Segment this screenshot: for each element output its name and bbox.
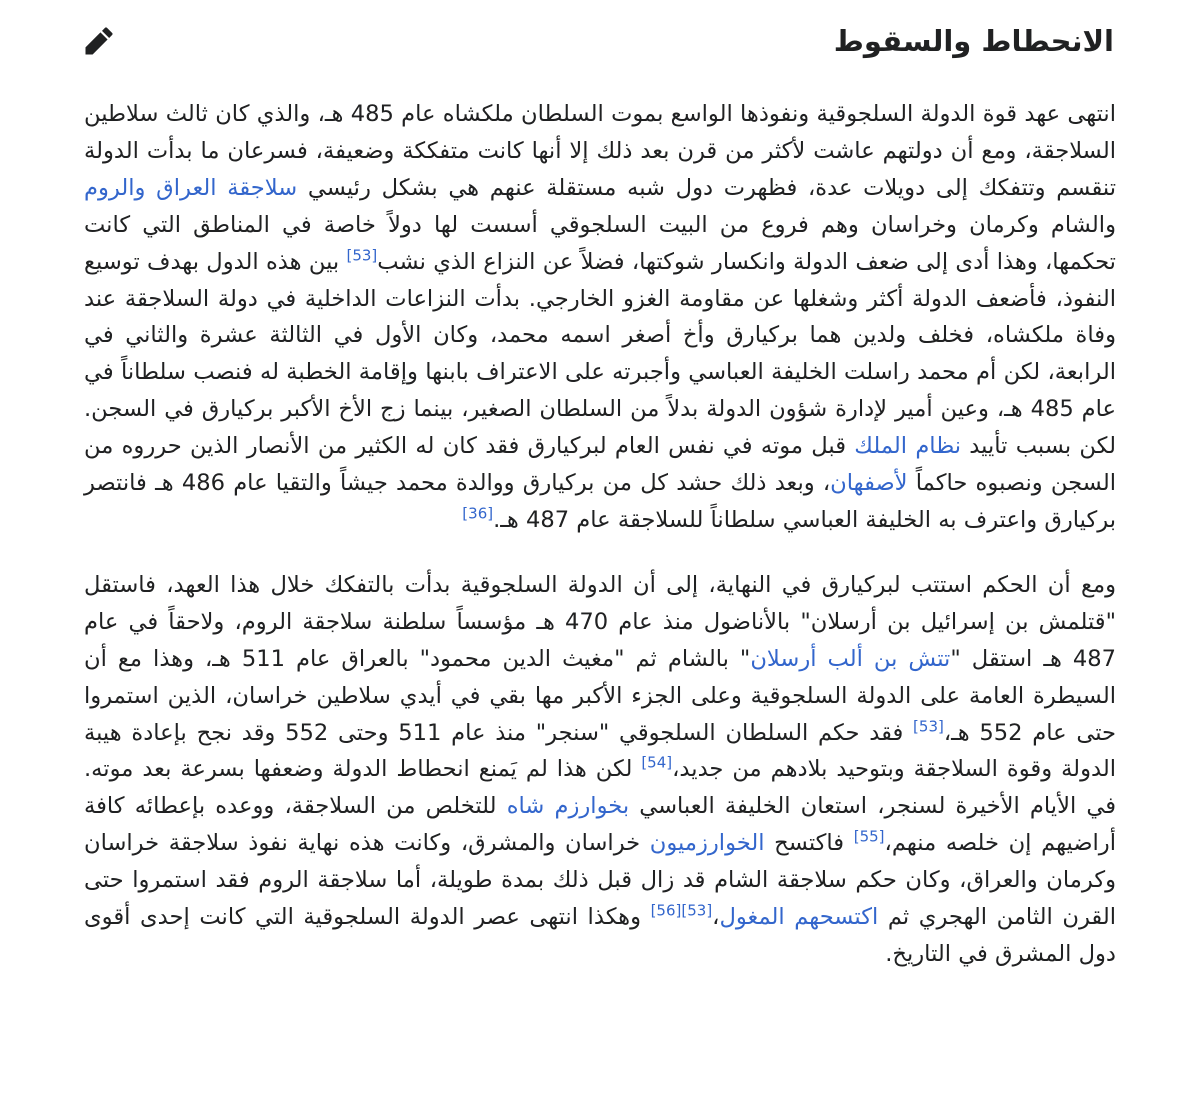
paragraph-text: ومع أن الحكم استتب لبركيارق في النهاية، إلى أن الدولة السلجوقية بدأت بالتفكك خلال هذا العهد، فاستقل "قتلمش بن إسرائيل بن أرسلان" بالأناضول منذ عام 470 هـ مؤسساً سلطنة سلاجقة الروم، ولاحقاً في عام 487 هـ استقل " (84, 571, 1117, 672)
section-body (84, 82, 1116, 973)
paragraph-text: فقد حكم السلطان السلجوقي "سنجر" منذ عام 511 وحتى 552 وقد نجح بإعادة هيبة الدولة وقوة السلاجقة وبتوحيد بلادهم من جديد، (84, 719, 1117, 783)
citation-link[interactable]: [53] (913, 716, 944, 735)
citation-ref (346, 246, 377, 264)
article-link[interactable]: تتش بن ألب أرسلان (750, 645, 951, 672)
citation-link[interactable]: [53] (681, 901, 713, 920)
article-link[interactable]: الخوارزميون (649, 830, 765, 857)
citation-link[interactable]: [55] (853, 827, 885, 846)
citation-link[interactable]: [54] (641, 753, 673, 772)
article-link[interactable]: اكتسحهم المغول (719, 904, 879, 931)
paragraph-text: فاكتسح (764, 830, 854, 857)
paragraph-text: وهكذا انتهى عصر الدولة السلجوقية التي كانت إحدى أقوى دول المشرق في التاريخ. (84, 904, 1116, 967)
article-link[interactable]: لأصفهان (830, 470, 908, 497)
paragraph-text: " بالشام ثم "مغيث الدين محمود" بالعراق عام 511 هـ، وهذا مع أن السيطرة العامة على الدولة السلجوقية وعلى الجزء الأكبر مها بقي في أيدي سلاطين خراسان، الذين استمروا حتى عام 552 هـ، (84, 645, 1116, 746)
paragraph-text (145, 175, 156, 201)
paragraph-text: ، (712, 904, 720, 931)
citation-ref (462, 504, 493, 522)
paragraph-text: بين هذه الدول بهدف توسيع النفوذ، فأضعف الدولة أكثر وشغلها عن مقاومة الغزو الخارجي. بدأت النزاعات الداخلية في دولة السلاجقة عند وفاة ملكشاه، فخلف ولدين هما بركيارق وأخ أصغر اسمه محمد، وكان الأول في الثالثة عشرة والثاني في الرابعة، لكن أم محمد راسلت الخليفة العباسي وأجبرته على الاعتراف بابنها وإقامة الخطبة له فنصب سلطاناً في عام 485 هـ، وعين أمير لإدارة شؤون الدولة بدلاً من السلطان الصغير، بينما زج الأخ الأكبر بركيارق في السجن. لكن بسبب تأييد (84, 248, 1116, 460)
article-link[interactable]: بخوارزم شاه (506, 793, 630, 820)
paragraph-text: ، وبعد ذلك حشد كل من بركيارق ووالدة محمد جيشاً والتقيا عام 486 هـ فانتصر بركيارق واعترف به الخليفة العباسي سلطاناً للسلاجقة عام 487 هـ. (84, 470, 1116, 533)
citation-ref (651, 902, 682, 920)
article-link[interactable]: سلاجقة العراق (156, 174, 298, 201)
citation-ref (641, 754, 672, 772)
paragraph-text: للتخلص من السلاجقة، ووعده بإعطائه كافة أراضيهم إن خلصه منهم، (84, 793, 1116, 857)
paragraph-text: قبل موته في نفس العام لبركيارق فقد كان له الكثير من الأنصار الذين حرروه من السجن ونصبوه حاكماً (84, 433, 1117, 497)
paragraph-text: خراسان والمشرق، وكانت هذه نهاية نفوذ سلاجقة خراسان وكرمان والعراق، وكان حكم سلاجقة الشام قد زال قبل ذلك بمدة طويلة، أما سلاجقة الروم فقد استمروا حتى القرن الثامن الهجري ثم (84, 830, 1117, 931)
paragraph-text: انتهى عهد قوة الدولة السلجوقية ونفوذها الواسع بموت السلطان ملكشاه عام 485 هـ، والذي كان ثالث سلاطين السلاجقة، ومع أن دولتهم عاشت لأكثر من قرن بعد ذلك إلا أنها كانت متفككة وضعيفة، فسرعان ما بدأت الدولة تنقسم وتتفكك إلى دويلات عدة، فظهرت دول شبه مستقلة عنهم هي بشكل رئيسي (84, 101, 1116, 201)
pencil-icon (84, 26, 114, 56)
citation-ref (681, 902, 712, 920)
paragraph (84, 96, 1116, 539)
citation-ref (854, 828, 885, 846)
paragraph (84, 567, 1116, 973)
article-link[interactable]: والروم (84, 174, 146, 201)
citation-link[interactable]: [56] (650, 901, 682, 920)
section-heading-row (84, 0, 1116, 82)
paragraph-text: لكن هذا لم يَمنع انحطاط الدولة وضعفها بسرعة بعد موته. في الأيام الأخيرة لسنجر، استعان الخليفة العباسي (84, 756, 1117, 820)
paragraph-text: والشام وكرمان وخراسان وهم فروع من البيت السلجوقي أسست لها دولاً خاصة في المناطق التي كانت تحكمها، وهذا أدى إلى ضعف الدولة وانكسار شوكتها، فضلاً عن النزاع الذي نشب (84, 211, 1116, 275)
edit-section-button[interactable] (82, 24, 116, 58)
citation-ref (913, 717, 944, 735)
citation-link[interactable]: [53] (346, 246, 378, 265)
citation-link[interactable]: [36] (462, 504, 494, 523)
article-link[interactable]: نظام الملك (854, 433, 962, 460)
section-title: الانحطاط والسقوط (833, 23, 1114, 58)
